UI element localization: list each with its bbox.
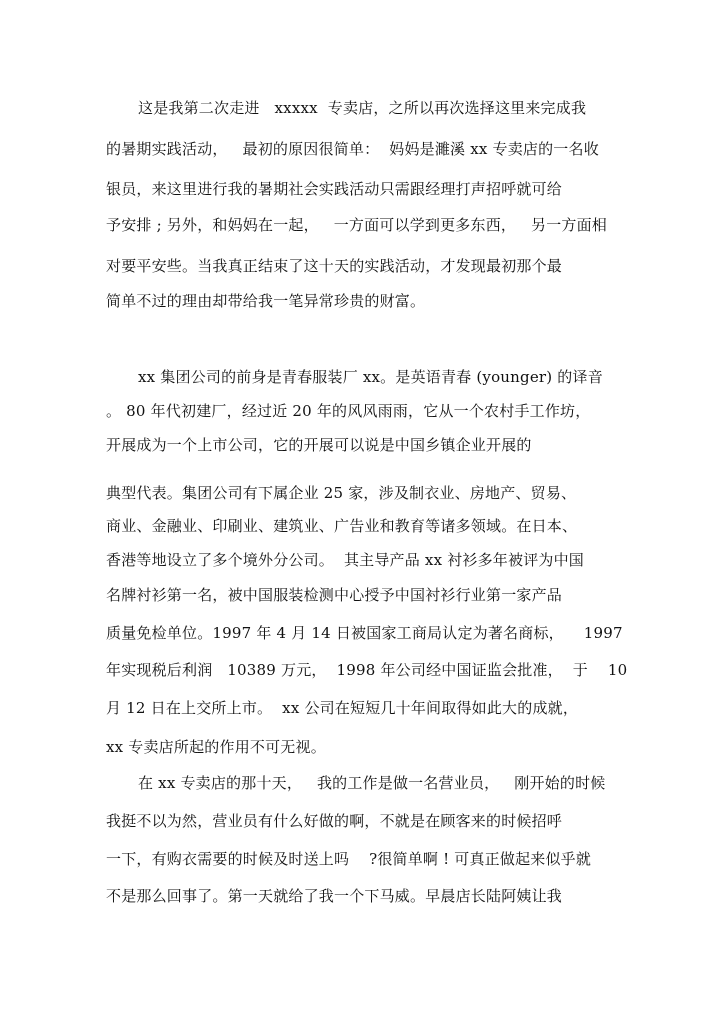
text-line: 予安排 ; 另外，和妈妈在一起， 一方面可以学到更多东西， 另一方面相 [106, 216, 608, 234]
text-line: 年实现税后利润 10389 万元， 1998 年公司经中国证监会批准， 于 10 [106, 661, 628, 679]
text-line: 一下，有购衣需要的时候及时送上吗 ?很简单啊 ! 可真正做起来似乎就 [106, 850, 592, 868]
text-line: 开展成为一个上市公司，它的开展可以说是中国乡镇企业开展的 [106, 436, 532, 454]
text-line: 银员，来这里进行我的暑期社会实践活动只需跟经理打声招呼就可给 [106, 180, 563, 198]
text-line: 我挺不以为然，营业员有什么好做的啊，不就是在顾客来的时候招呼 [106, 812, 563, 830]
text-line: 月 12 日在上交所上市。 xx 公司在短短几十年间取得如此大的成就， [106, 699, 579, 717]
text-line: 。 80 年代初建厂，经过近 20 年的风风雨雨，它从一个农村手工作坊， [106, 402, 591, 420]
text-line: 对要平安些。当我真正结束了这十天的实践活动，才发现最初那个最 [106, 257, 563, 275]
text-line: 香港等地设立了多个境外分公司。 其主导产品 xx 衬衫多年被评为中国 [106, 551, 584, 569]
text-line: 名牌衬衫第一名，被中国服装检测中心授予中国衬衫行业第一家产品 [106, 586, 563, 604]
text-line: 这是我第二次走进 xxxxx 专卖店，之所以再次选择这里来完成我 [138, 99, 587, 117]
text-line: xx 集团公司的前身是青春服装厂 xx。是英语青春 (younger) 的译音 [138, 368, 603, 386]
text-line: xx 专卖店所起的作用不可无视。 [106, 738, 326, 756]
text-line: 典型代表。集团公司有下属企业 25 家，涉及制衣业、房地产、贸易、 [106, 484, 577, 502]
text-line: 的暑期实践活动， 最初的原因很简单： 妈妈是濉溪 xx 专卖店的一名收 [106, 140, 599, 158]
text-line: 不是那么回事了。第一天就给了我一个下马威。早晨店长陆阿姨让我 [106, 887, 563, 905]
text-line: 简单不过的理由却带给我一笔异常珍贵的财富。 [106, 292, 426, 310]
text-line: 在 xx 专卖店的那十天， 我的工作是做一名营业员， 刚开始的时候 [138, 774, 606, 792]
text-line: 商业、金融业、印刷业、建筑业、广告业和教育等诸多领域。在日本、 [106, 517, 578, 535]
text-line: 质量免检单位。1997 年 4 月 14 日被国家工商局认定为著名商标， 1997 [106, 624, 623, 642]
